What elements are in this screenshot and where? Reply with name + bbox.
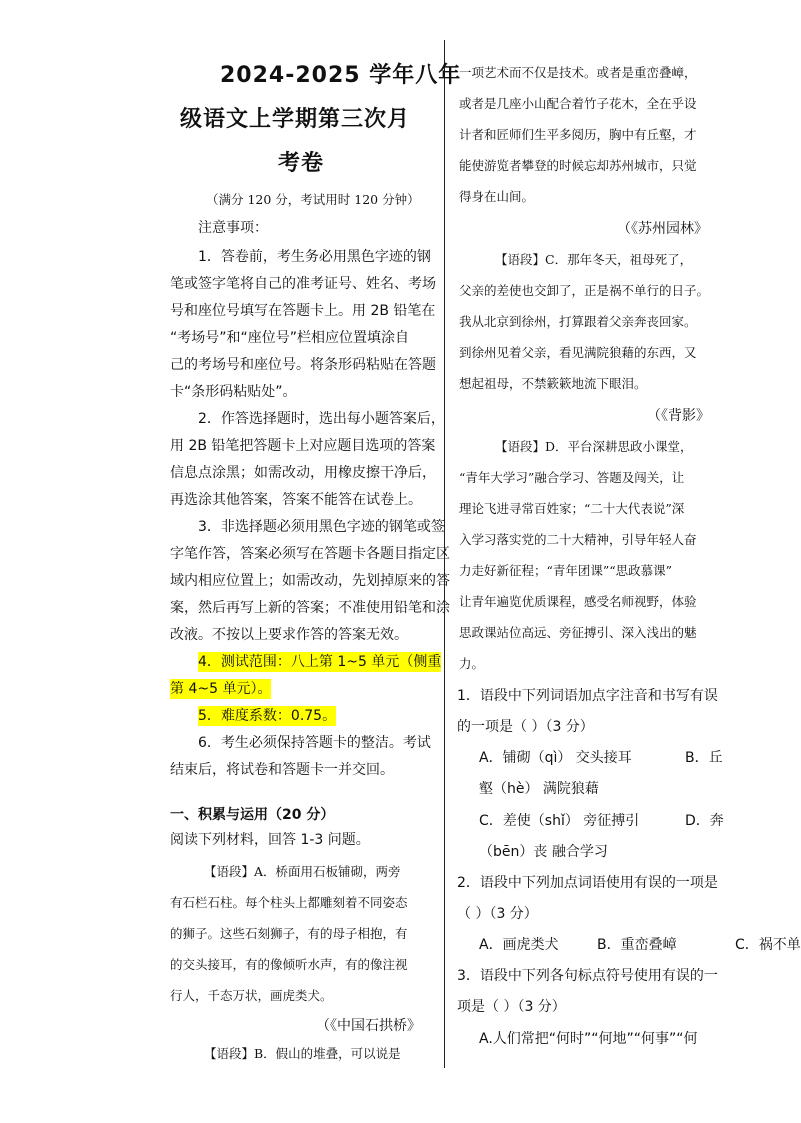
notice-line-highlighted: 5．难度系数：0.75。 [198,708,337,724]
passage-b-line: 能使游览者攀登的时候忘却苏州城市，只觉 [459,158,697,173]
notice-line: 3．非选择题必须用黑色字迹的钢笔或签 [198,519,445,535]
passage-c-line: 到徐州见着父亲，看见满院狼藉的东西，又 [459,345,697,360]
passage-d-line: 力。 [459,656,485,671]
notice-line: 改液。不按以上要求作答的答案无效。 [170,627,408,643]
notice-line: 笔或签字笔将自己的准考证号、姓名、考场 [170,276,436,292]
passage-d-line: 力走好新征程；“青年团课”“思政慕课” [459,563,673,578]
passage-c-source: （《背影》 [647,408,710,424]
passage-c-line: 我从北京到徐州，打算跟着父亲奔丧回家。 [459,314,697,329]
question-3-option-a: A.人们常把“何时”“何地”“何事”“何 [479,1031,698,1047]
notice-line: 用 2B 铅笔把答题卡上对应题目选项的答案 [170,438,436,454]
notice-line: 结束后，将试卷和答题卡一并交回。 [170,762,394,778]
notice-heading: 注意事项： [198,220,268,236]
passage-a-source: （《中国石拱桥》 [316,1018,421,1034]
passage-b-line: 【语段】B．假山的堆叠，可以说是 [204,1046,401,1061]
exam-title-line-3: 考卷 [278,151,325,176]
notice-line: 案，然后再写上新的答案；不准使用铅笔和涂 [170,600,450,616]
section-heading: 一、积累与运用（20 分） [170,807,335,823]
passage-b-line: 或者是几座小山配合着竹子花木，全在乎设 [459,96,697,111]
passage-d-line: 思政课站位高远、旁征搏引、深入浅出的魅 [459,625,697,640]
question-1-option-d: D．奔 [685,813,724,829]
section-intro: 阅读下列材料，回答 1-3 问题。 [170,832,370,848]
question-1-stem: 1．语段中下列词语加点字注音和书写有误 [457,688,718,704]
question-2-stem: （ ）（3 分） [457,906,538,922]
exam-title-line-2: 级语文上学期第三次月 [180,107,411,132]
question-2-stem: 2．语段中下列加点词语使用有误的一项是 [457,875,718,891]
notice-line-highlighted: 4．测试范围：八上第 1~5 单元（侧重 [198,654,442,670]
passage-c-line: 父亲的差使也交卸了，正是祸不单行的日子。 [459,283,710,298]
passage-c-line: 想起祖母，不禁簌簌地流下眼泪。 [459,376,647,391]
notice-line: 字笔作答，答案必须写在答题卡各题目指定区 [170,546,450,562]
passage-d-line: 让青年遍览优质课程，感受名师视野，体验 [459,594,697,609]
notice-line: 卡“条形码粘贴处”。 [170,384,297,400]
question-1-option-d-cont: （bēn）丧 融合学习 [479,844,608,860]
notice-line: 1．答卷前，考生务必用黑色字迹的钢 [198,249,431,265]
notice-line: 信息点涂黑；如需改动，用橡皮擦干净后， [170,465,436,481]
notice-line: 2．作答选择题时，选出每小题答案后， [198,411,445,427]
question-2-option-a: A．画虎类犬 [479,937,559,953]
notice-line: 号和座位号填写在答题卡上。用 2B 铅笔在 [170,303,436,319]
passage-a-line: 【语段】A．桥面用石板铺砌，两旁 [204,864,401,879]
question-1-option-a: A．铺砌（qì） 交头接耳 [479,750,632,766]
question-1-option-b: B．丘 [685,750,723,766]
passage-d-line: 【语段】D．平台深耕思政小课堂， [495,439,693,454]
passage-b-line: 计者和匠师们生平多阅历，胸中有丘壑，才 [459,127,697,142]
question-1-option-c: C．差使（shǐ） 旁征搏引 [479,813,640,829]
question-1-stem: 的一项是（ ）（3 分） [457,719,594,735]
notice-line: “考场号”和“座位号”栏相应位置填涂自 [170,330,410,346]
notice-line: 6．考生必须保持答题卡的整洁。考试 [198,735,431,751]
passage-a-line: 有石栏石柱。每个柱头上都雕刻着不同姿态 [170,895,408,910]
passage-d-line: 理论飞进寻常百姓家；“二十大代表说”深 [459,501,685,516]
passage-c-line: 【语段】C．那年冬天，祖母死了， [495,252,693,267]
exam-title-line-1: 2024-2025 学年八年 [220,63,462,88]
passage-a-line: 的交头接耳，有的像倾听水声，有的像注视 [170,957,408,972]
notice-line: 己的考场号和座位号。将条形码粘贴在答题 [170,357,436,373]
question-3-stem: 项是（ ）（3 分） [457,999,566,1015]
passage-d-line: 入学习落实党的二十大精神，引导年轻人奋 [459,532,697,547]
passage-b-source: （《苏州园林》 [617,221,708,237]
passage-a-line: 的狮子。这些石刻狮子，有的母子相抱，有 [170,926,408,941]
question-2-option-c: C．祸不单 [735,937,801,953]
passage-b-line: 一项艺术而不仅是技术。或者是重峦叠嶂， [459,65,697,80]
question-1-option-b-cont: 壑（hè） 满院狼藉 [479,781,599,797]
question-2-option-b: B．重峦叠嶂 [597,937,677,953]
notice-line-highlighted: 第 4~5 单元）。 [170,681,272,697]
notice-line: 域内相应位置上；如需改动，先划掉原来的答 [170,573,450,589]
passage-a-line: 行人，千态万状，画虎类犬。 [170,988,333,1003]
passage-d-line: “青年大学习”融合学习、答题及闯关，让 [459,470,685,485]
notice-line: 再选涂其他答案，答案不能答在试卷上。 [170,492,422,508]
question-3-stem: 3．语段中下列各句标点符号使用有误的一 [457,968,718,984]
exam-subtitle: （满分 120 分，考试用时 120 分钟） [206,192,420,207]
passage-b-line: 得身在山间。 [459,189,535,204]
